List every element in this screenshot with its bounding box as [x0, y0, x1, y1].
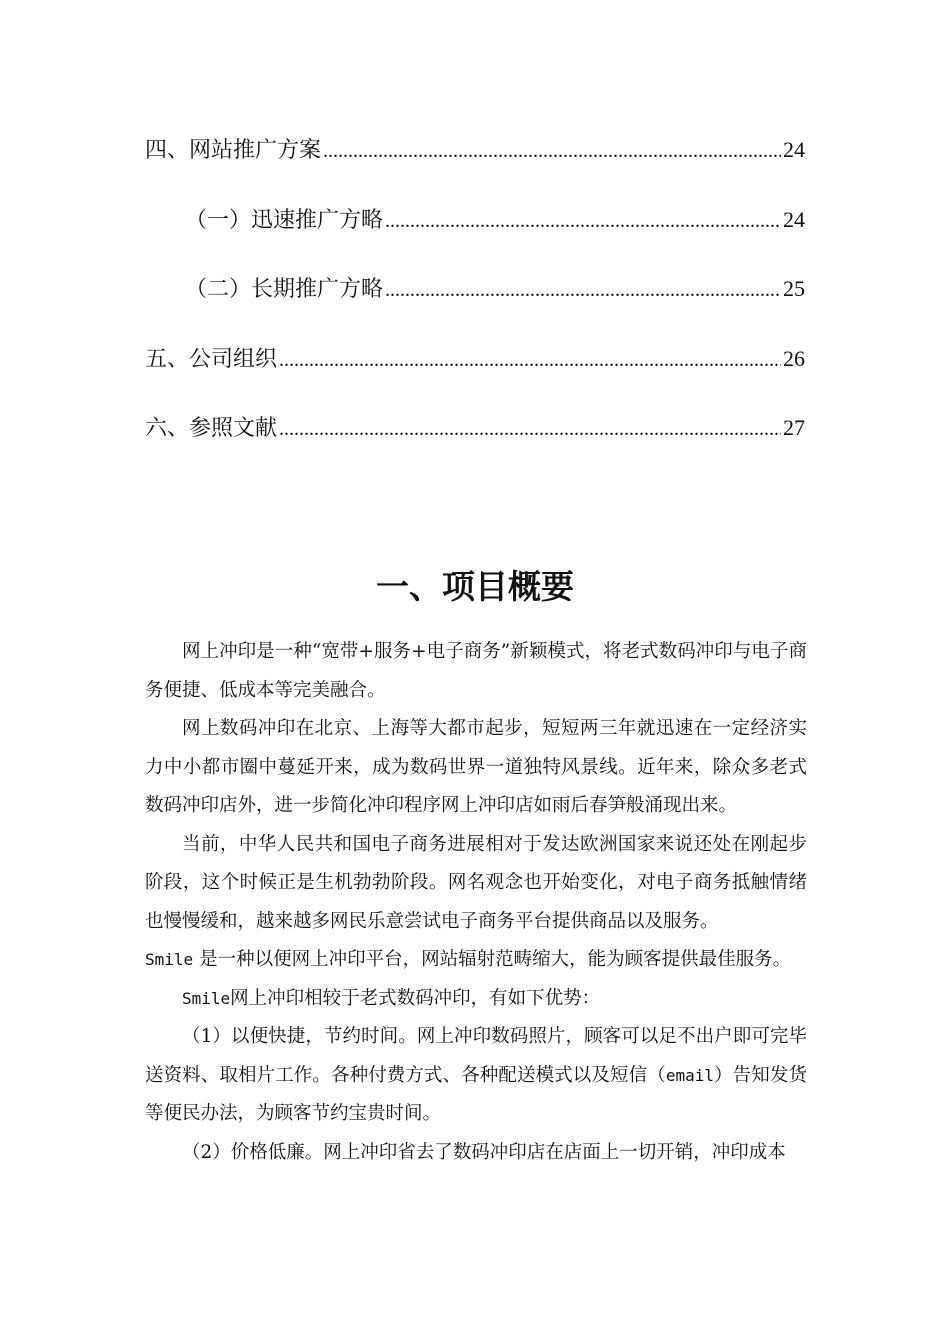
- paragraph: [145, 941, 807, 980]
- toc-leader-dots: [385, 199, 781, 243]
- toc-entry-label: 四、网站推广方案: [145, 138, 322, 163]
- toc-entry-page: 24: [783, 206, 805, 232]
- paragraph-text: 网上冲印相较于老式数码冲印，有如下优势：: [230, 987, 601, 1009]
- toc-entry[interactable]: [145, 267, 805, 337]
- paragraph: [145, 980, 807, 1019]
- toc-entry-page: 26: [783, 345, 805, 371]
- paragraph-text: ）告知发货等便民办法，为顾客节约宝贵时间。: [145, 1064, 807, 1124]
- toc-leader-dots: [279, 407, 781, 451]
- toc-entry-label: （二）长期推广方略: [185, 277, 384, 302]
- paragraph: 网上冲印是一种“宽带+服务+电子商务”新颖模式，将老式数码冲印与电子商务便捷、低成本等完美融合。: [145, 641, 807, 701]
- toc-leader-dots: [385, 268, 781, 312]
- toc-entry-label: 六、参照文献: [145, 416, 278, 441]
- paragraph-text: （1）以便快捷，节约时间。网上冲印数码照片，顾客可以足不出户即可完毕送资料、取相片工作。各种付费方式、各种配送模式以及短信（: [145, 1026, 807, 1086]
- table-of-contents: [145, 128, 805, 476]
- toc-leader-dots: [279, 338, 781, 382]
- toc-entry-label: 五、公司组织: [145, 346, 278, 372]
- email-term: email: [665, 1065, 714, 1085]
- toc-entry-page: 27: [783, 415, 805, 440]
- paragraph-text: 是一种以便网上冲印平台，网站辐射范畴缩大，能为顾客提供最佳服务。: [199, 949, 792, 970]
- section-heading: 一、项目概要: [376, 567, 574, 607]
- paragraph: （2）价格低廉。网上冲印省去了数码冲印店在店面上一切开销，冲印成本: [182, 1141, 786, 1163]
- toc-entry[interactable]: [145, 128, 805, 198]
- toc-entry[interactable]: [145, 406, 805, 476]
- paragraph: 网上数码冲印在北京、上海等大都市起步，短短两三年就迅速在一定经济实力中小都市圈中蔓延开来，成为数码世界一道独特风景线。近年来，除众多老式数码冲印店外，进一步简化冲印程序网上冲印店如雨后春笋般涌现出来。: [145, 718, 807, 816]
- toc-entry-page: 24: [783, 137, 805, 162]
- paragraph: 当前，中华人民共和国电子商务进展相对于发达欧洲国家来说还处在刚起步阶段，这个时候正是生机勃勃阶段。网名观念也开始变化，对电子商务抵触情绪也慢慢缓和，越来越多网民乐意尝试电子商务平台提供商品以及服务。: [145, 833, 807, 932]
- toc-entry-label: （一）迅速推广方略: [185, 207, 384, 233]
- brand-name: Smile: [145, 950, 194, 969]
- paragraph: [145, 1018, 807, 1134]
- toc-leader-dots: [323, 129, 781, 173]
- toc-entry-page: 25: [783, 276, 805, 301]
- toc-entry[interactable]: [145, 337, 805, 407]
- brand-name: Smile: [182, 988, 231, 1008]
- body-text: [145, 633, 807, 1172]
- toc-entry[interactable]: [145, 198, 805, 268]
